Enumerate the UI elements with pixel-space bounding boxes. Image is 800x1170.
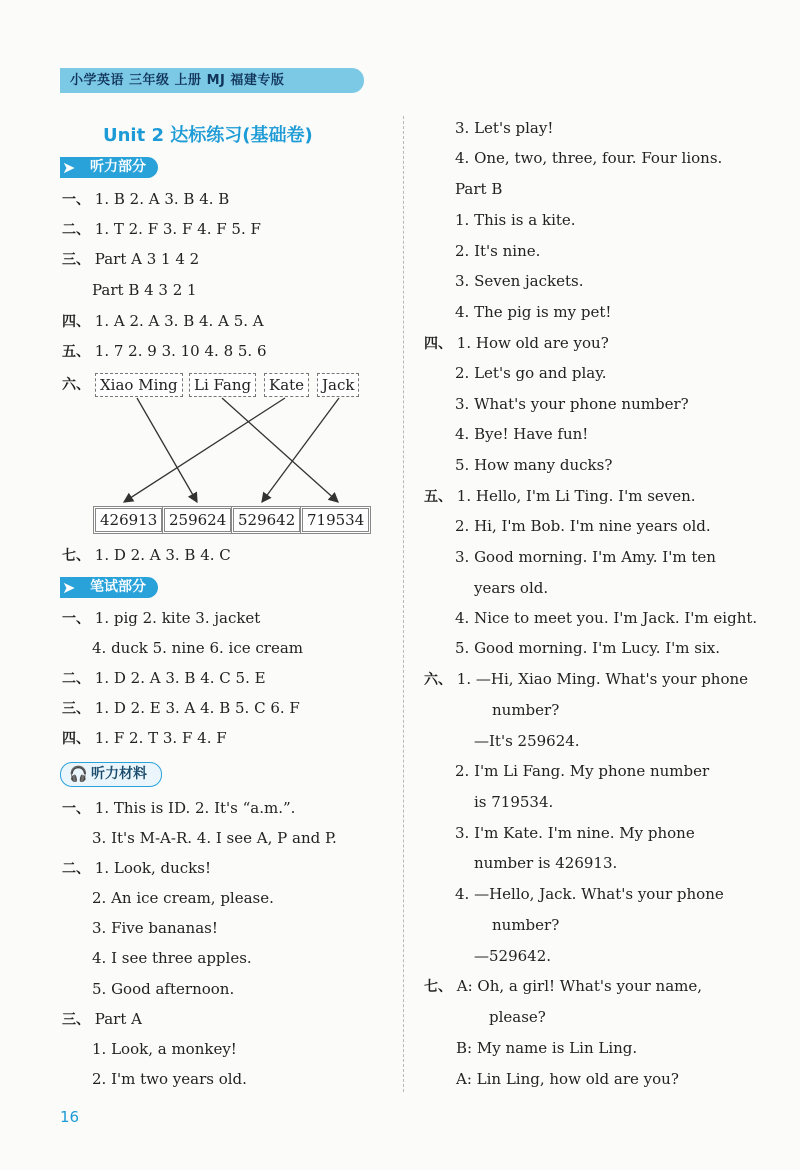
phone-box: 719534 <box>300 506 371 534</box>
transcript-line: number? <box>492 701 560 719</box>
transcript-line: 三、 Part A <box>62 1010 142 1028</box>
run-icon: ➤ <box>62 578 76 597</box>
transcript-line: Part B <box>455 180 503 198</box>
transcript-line: 2. I'm Li Fang. My phone number <box>455 762 710 780</box>
transcript-line: B: My name is Lin Ling. <box>456 1039 638 1057</box>
transcript-line: 4. —Hello, Jack. What's your phone <box>455 885 724 903</box>
match-line <box>124 398 285 502</box>
match-line <box>222 398 338 502</box>
answer-line: 四、 1. F 2. T 3. F 4. F <box>62 729 227 747</box>
headphones-icon: 🎧 <box>69 765 88 783</box>
page-number: 16 <box>60 1108 80 1126</box>
transcript-line: 1. Look, a monkey! <box>92 1040 237 1058</box>
transcript-line: 2. I'm two years old. <box>92 1070 247 1088</box>
section-listening-label: 听力部分 <box>90 159 146 175</box>
transcript-line: 3. Five bananas! <box>92 919 218 937</box>
answer-line: 五、 1. 7 2. 9 3. 10 4. 8 5. 6 <box>62 342 267 360</box>
transcript-line: —It's 259624. <box>474 732 580 750</box>
transcript-line: is 719534. <box>474 793 554 811</box>
name-box: Kate <box>264 373 309 397</box>
transcript-line: number is 426913. <box>474 854 618 872</box>
transcript-line: 4. One, two, three, four. Four lions. <box>455 149 723 167</box>
answer-line: 四、 1. A 2. A 3. B 4. A 5. A <box>62 312 264 330</box>
section-writing-label: 笔试部分 <box>90 579 146 595</box>
match-line <box>262 398 339 502</box>
transcript-line: 3. I'm Kate. I'm nine. My phone <box>455 824 695 842</box>
phone-box: 529642 <box>231 506 302 534</box>
transcript-line: 4. Nice to meet you. I'm Jack. I'm eight. <box>455 609 758 627</box>
answer-line: 三、 Part A 3 1 4 2 <box>62 250 200 268</box>
answer-line: 一、 1. B 2. A 3. B 4. B <box>62 190 230 208</box>
name-box: Li Fang <box>189 373 256 397</box>
transcript-line: 3. Good morning. I'm Amy. I'm ten <box>455 548 716 566</box>
transcript-line: 四、 1. How old are you? <box>424 334 609 352</box>
transcript-line: 2. An ice cream, please. <box>92 889 274 907</box>
section-transcript <box>60 762 162 787</box>
transcript-line: 4. I see three apples. <box>92 949 252 967</box>
transcript-line: 5. How many ducks? <box>455 456 613 474</box>
phone-box: 259624 <box>162 506 233 534</box>
transcript-line: 2. Let's go and play. <box>455 364 607 382</box>
answer-line: 二、 1. T 2. F 3. F 4. F 5. F <box>62 220 261 238</box>
phone-box: 426913 <box>93 506 164 534</box>
transcript-line: —529642. <box>474 947 552 965</box>
transcript-line: 3. What's your phone number? <box>455 395 689 413</box>
transcript-line: 七、 A: Oh, a girl! What's your name, <box>424 977 703 995</box>
transcript-line: please? <box>489 1008 546 1026</box>
header-band: 小学英语 三年级 上册 MJ 福建专版 <box>60 68 364 93</box>
transcript-line: 4. The pig is my pet! <box>455 303 612 321</box>
transcript-line: years old. <box>474 579 549 597</box>
answer-line: 二、 1. D 2. A 3. B 4. C 5. E <box>62 669 266 687</box>
transcript-line: 5. Good afternoon. <box>92 980 235 998</box>
answer-line: 六、 <box>62 377 90 393</box>
transcript-line: 五、 1. Hello, I'm Li Ting. I'm seven. <box>424 487 696 505</box>
transcript-line: 六、 1. —Hi, Xiao Ming. What's your phone <box>424 670 749 688</box>
transcript-line: number? <box>492 916 560 934</box>
answer-line: 七、 1. D 2. A 3. B 4. C <box>62 546 231 564</box>
transcript-line: 5. Good morning. I'm Lucy. I'm six. <box>455 639 721 657</box>
transcript-line: 3. Seven jackets. <box>455 272 584 290</box>
name-box: Jack <box>317 373 359 397</box>
section-writing <box>60 577 158 598</box>
page-title: Unit 2 达标练习(基础卷) <box>103 125 313 146</box>
transcript-line: 一、 1. This is ID. 2. It's “a.m.”. <box>62 799 296 817</box>
transcript-line: 3. Let's play! <box>455 119 554 137</box>
name-box: Xiao Ming <box>95 373 183 397</box>
answer-line: 三、 1. D 2. E 3. A 4. B 5. C 6. F <box>62 699 300 717</box>
transcript-line: 二、 1. Look, ducks! <box>62 859 211 877</box>
answer-line: Part B 4 3 2 1 <box>92 281 197 299</box>
transcript-line: A: Lin Ling, how old are you? <box>456 1070 679 1088</box>
transcript-line: 2. Hi, I'm Bob. I'm nine years old. <box>455 517 711 535</box>
transcript-line: 2. It's nine. <box>455 242 541 260</box>
transcript-line: 4. Bye! Have fun! <box>455 425 589 443</box>
transcript-line: 1. This is a kite. <box>455 211 576 229</box>
match-line <box>137 398 197 502</box>
run-icon: ➤ <box>62 158 76 177</box>
answer-line: 一、 1. pig 2. kite 3. jacket <box>62 609 261 627</box>
section-transcript-label: 听力材料 <box>91 766 147 782</box>
transcript-line: 3. It's M-A-R. 4. I see A, P and P. <box>92 829 337 847</box>
answer-line: 4. duck 5. nine 6. ice cream <box>92 639 303 657</box>
